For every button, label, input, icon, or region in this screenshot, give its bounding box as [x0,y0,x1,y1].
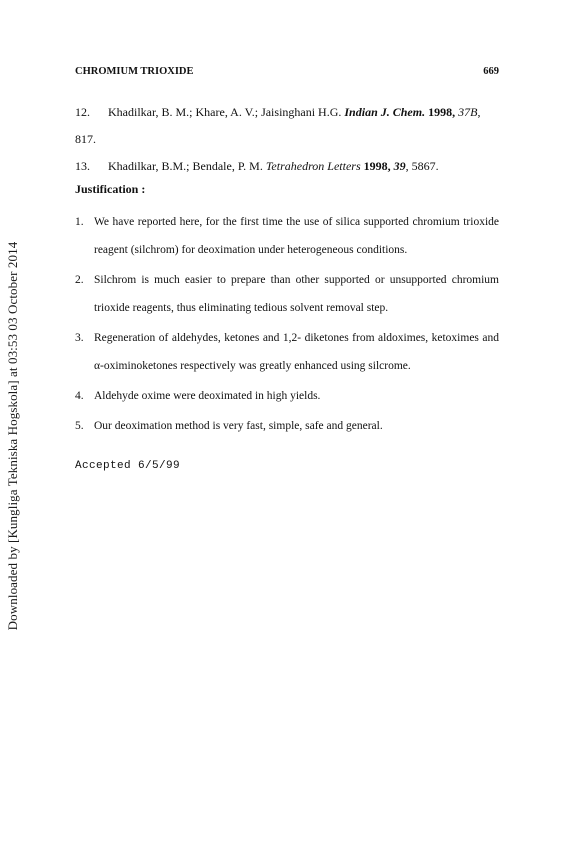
justification-text: Our deoximation method is very fast, simple, safe and general. [94,420,383,432]
reference-item [75,99,505,126]
accepted-date: Accepted 6/5/99 [75,460,181,472]
download-watermark [3,236,23,636]
justification-number: 5. [75,420,84,432]
reference-pages: 817. [75,132,96,146]
justification-text: Aldehyde oxime were deoximated in high yields. [94,390,321,402]
justification-item [75,324,499,380]
justification-item [75,266,499,322]
running-title: CHROMIUM TRIOXIDE [75,66,194,77]
justification-text: Silchrom is much easier to prepare than other supported or unsupported chromium trioxide reagents, thus eliminating tedious solvent removal step. [94,274,499,314]
reference-authors: Khadilkar, B.M.; Bendale, P. M. [108,159,266,173]
reference-year: 1998, [425,105,456,119]
justification-number: 4. [75,390,84,402]
download-watermark-text: Downloaded by [Kungliga Tekniska Hogskola] at 03:53 03 October 2014 [5,241,20,631]
reference-authors: Khadilkar, B. M.; Khare, A. V.; Jaisinghani H.G. [108,105,345,119]
reference-body [108,153,505,180]
justification-heading: Justification : [75,182,146,196]
reference-journal: Indian J. Chem. [344,105,426,119]
justification-number: 1. [75,216,84,228]
reference-item [75,153,505,180]
reference-number: 12. [75,105,90,119]
justification-number: 2. [75,274,84,286]
reference-continuation [75,126,505,153]
justification-item [75,382,499,410]
justification-text: We have reported here, for the first time the use of silica supported chromium trioxide reagent (silchrom) for deoximation under heterogeneous conditions. [94,216,499,256]
justification-item [75,208,499,264]
justification-text: Regeneration of aldehydes, ketones and 1,2- diketones from aldoximes, ketoximes and α-oximinoketones respectively was greatly enhanced using silcrome. [94,332,499,372]
reference-volume: 39 [390,159,406,173]
reference-year: 1998, [360,159,391,173]
reference-body [108,99,505,126]
reference-list [75,99,505,180]
reference-pages-punct: , [477,105,481,119]
justification-number: 3. [75,332,84,344]
reference-volume: 37B [455,105,478,119]
running-header [75,66,499,77]
justification-item [75,412,499,440]
page-number: 669 [483,66,499,77]
reference-pages: , 5867. [405,159,439,173]
reference-number: 13. [75,159,90,173]
reference-journal: Tetrahedron Letters [265,159,361,173]
justification-list [75,208,499,442]
